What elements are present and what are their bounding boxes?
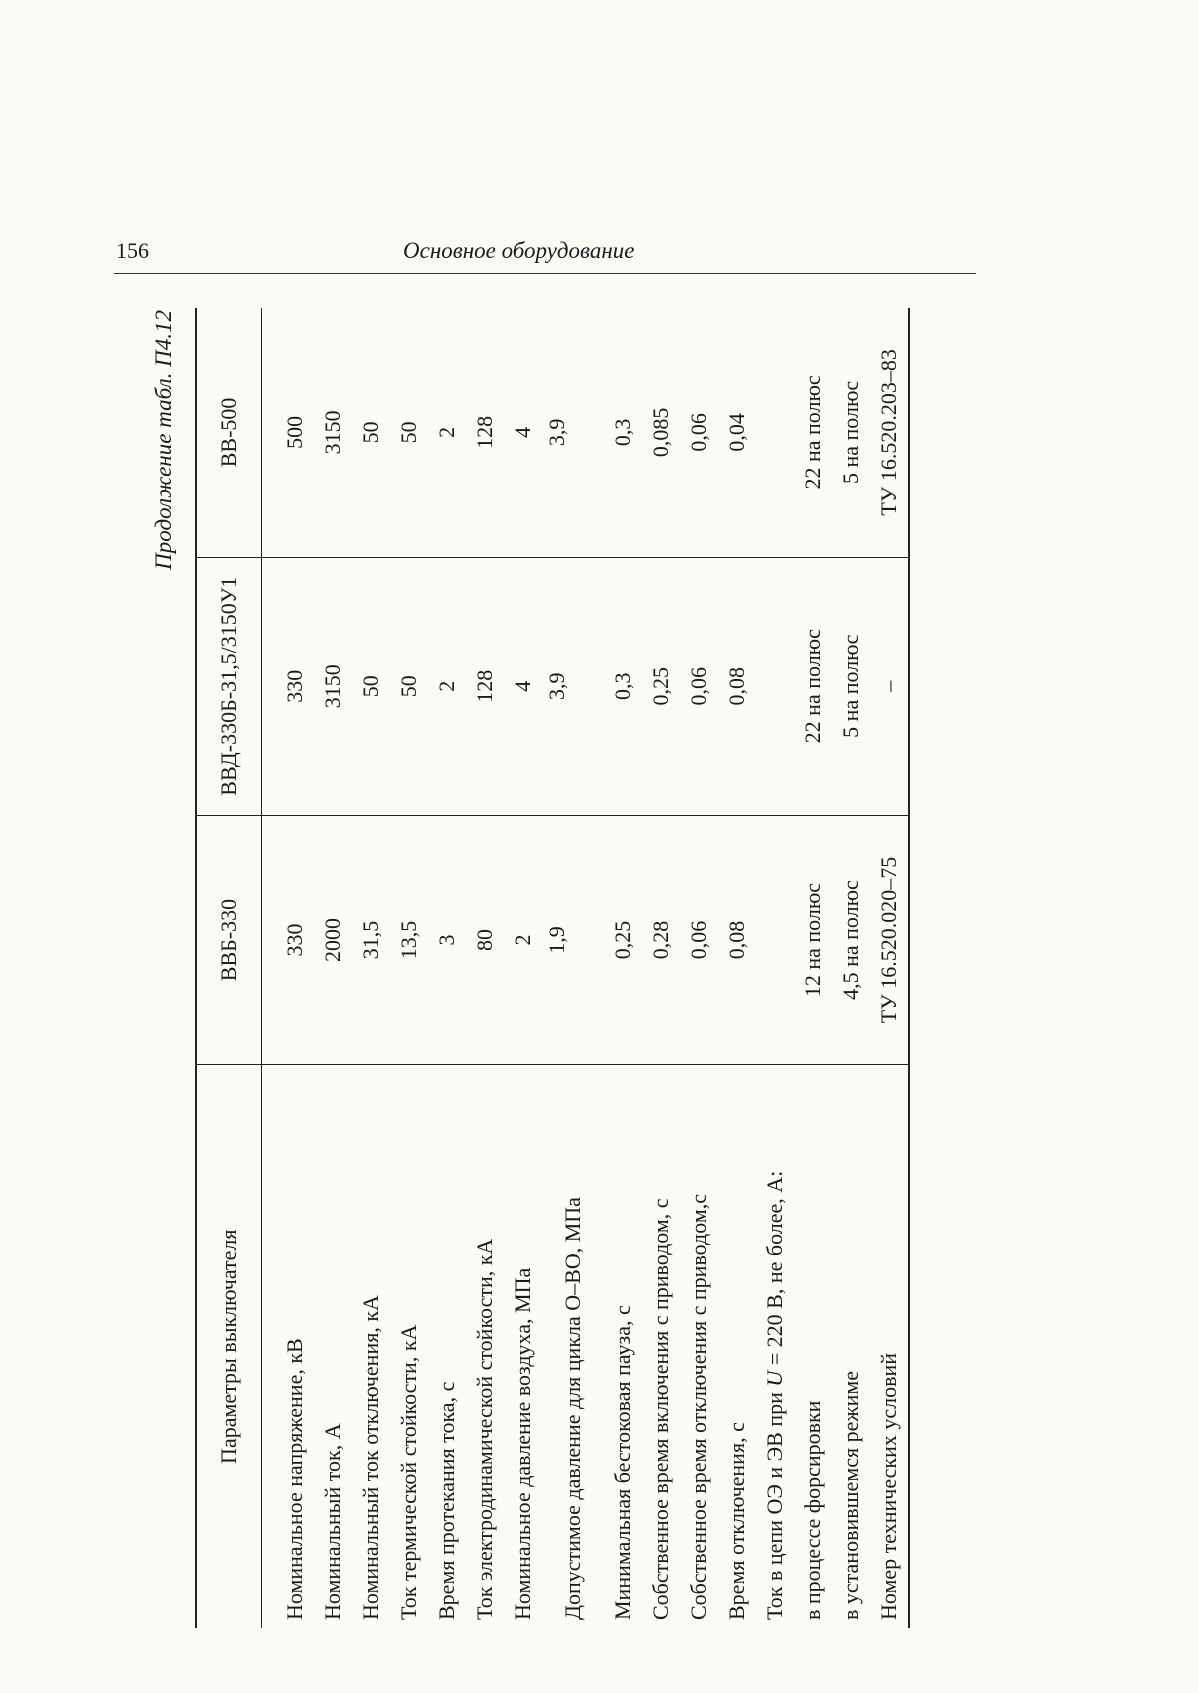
value-cell: 0,06 [680,308,718,557]
table-row [870,308,909,1628]
value-cell: 5 на полюс [832,557,870,815]
value-cell: 3 [428,815,466,1065]
value-cell: 0,085 [642,308,680,557]
param-cell: Номинальное давление воздуха, МПа [510,1267,535,1620]
value-cell: 0,06 [680,815,718,1065]
table-row [642,308,680,1628]
value-cell: ТУ 16.520.203–83 [870,308,909,557]
value-cell: 330 [262,815,315,1065]
value-cell: 50 [390,308,428,557]
value-cell: 4 [504,557,542,815]
value-cell: 2 [428,308,466,557]
value-cell: 5 на полюс [832,308,870,557]
value-cell: 3,9 [542,308,604,557]
value-cell: 50 [352,557,390,815]
param-cell: Ток электродинамической стойкости, кА [472,1238,497,1620]
value-cell: 12 на полюс [794,815,832,1065]
table-row [390,308,428,1628]
value-cell: 0,25 [604,815,642,1065]
value-cell: 31,5 [352,815,390,1065]
table-row [794,308,832,1628]
table-row [604,308,642,1628]
param-variable: U [762,1370,787,1387]
table-row [352,308,390,1628]
page-number: 156 [116,238,149,263]
table-row [832,308,870,1628]
value-cell: 0,08 [718,815,756,1065]
param-cell: Номинальный ток отключения, кА [358,1295,383,1620]
table-row [314,308,352,1628]
value-cell [756,815,794,1065]
table-row [542,308,604,1628]
value-cell: 500 [262,308,315,557]
value-cell: 50 [352,308,390,557]
param-cell: Минимальная бестоковая пауза, с [610,1305,635,1620]
param-text-prefix: Ток в цепи ОЭ и ЭВ при [762,1386,787,1620]
value-cell: 50 [390,557,428,815]
table-row [466,308,504,1628]
param-cell: Время отключения, с [724,1422,749,1620]
table-row [718,308,756,1628]
value-cell: 0,3 [604,557,642,815]
value-cell: 22 на полюс [794,308,832,557]
value-cell [756,308,794,557]
value-cell: 0,3 [604,308,642,557]
value-cell: 0,28 [642,815,680,1065]
value-cell: 3150 [314,557,352,815]
column-header-parameters: Параметры выключателя [196,1065,262,1628]
breaker-parameters-table [195,308,910,1628]
value-cell: 2000 [314,815,352,1065]
param-cell: Собственное время отключения с приводом,с [686,1193,711,1620]
table-container [195,308,928,1628]
running-title: Основное оборудование [403,238,635,263]
value-cell: 3,9 [542,557,604,815]
table-row [756,308,794,1628]
value-cell: 128 [466,308,504,557]
value-cell: 4,5 на полюс [832,815,870,1065]
value-cell: 22 на полюс [794,557,832,815]
param-cell: Номинальное напряжение, кВ [282,1338,307,1620]
value-cell: 2 [504,815,542,1065]
value-cell: 2 [428,557,466,815]
param-cell: в процессе форсировки [800,1400,825,1620]
table-header-row [196,308,262,1628]
table-row [262,308,315,1628]
rotated-table-block [151,308,928,1628]
value-cell: 4 [504,308,542,557]
param-cell: Номинальный ток, А [320,1423,345,1620]
value-cell: 0,06 [680,557,718,815]
table-row [680,308,718,1628]
table-row [504,308,542,1628]
param-cell: Допустимое давление для цикла О–ВО, МПа [560,1197,586,1620]
column-header-vv-500: ВВ-500 [196,308,262,557]
param-cell: Время протекания тока, с [434,1381,459,1620]
value-cell: 330 [262,557,315,815]
value-cell: ТУ 16.520.020–75 [870,815,909,1065]
value-cell [756,557,794,815]
param-cell [756,1065,794,1628]
value-cell: 1,9 [542,815,604,1065]
value-cell: 13,5 [390,815,428,1065]
table-row [428,308,466,1628]
value-cell: 0,25 [642,557,680,815]
column-header-vvd-330b: ВВД-330Б-31,5/3150У1 [196,557,262,815]
table-caption: Продолжение табл. П4.12 [151,310,176,570]
param-text-suffix: = 220 В, не более, А: [762,1170,787,1371]
column-header-vvb-330: ВВБ-330 [196,815,262,1065]
value-cell: – [870,557,909,815]
value-cell: 3150 [314,308,352,557]
value-cell: 80 [466,815,504,1065]
param-cell: Собственное время включения с приводом, с [648,1198,673,1620]
value-cell: 0,08 [718,557,756,815]
header-rule [114,273,976,274]
param-cell: Ток термической стойкости, кА [396,1324,421,1620]
param-cell: в установившемся режиме [838,1370,863,1620]
param-cell: Номер технических условий [870,1065,909,1628]
value-cell: 128 [466,557,504,815]
value-cell: 0,04 [718,308,756,557]
